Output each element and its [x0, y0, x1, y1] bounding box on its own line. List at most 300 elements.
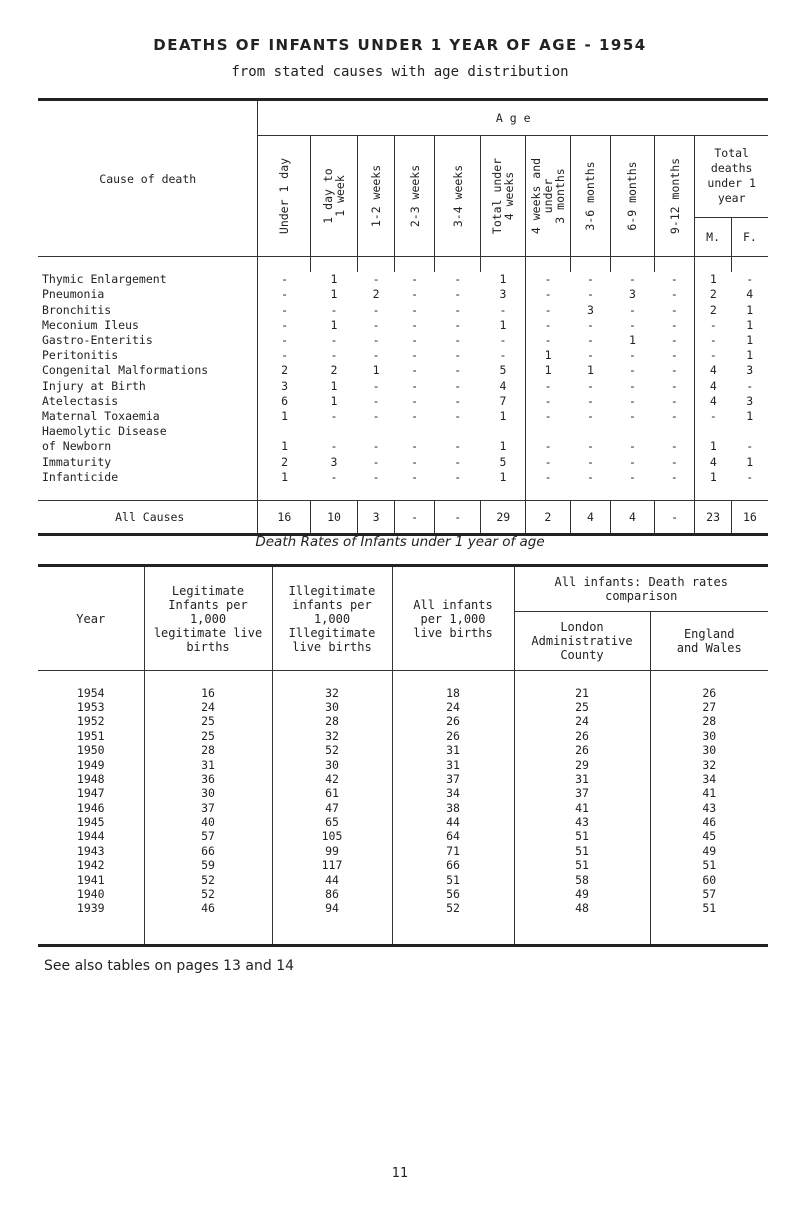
- age-column-label: Total under 4 weeks: [490, 157, 517, 235]
- value-cell: -: [372, 408, 380, 423]
- value-cell: 1954: [76, 685, 105, 700]
- value-cell: 1: [258, 470, 311, 485]
- age-column-label: 4 weeks and under 3 months: [528, 157, 567, 235]
- value-cell: 1951: [76, 728, 105, 743]
- value-cell: 36: [144, 772, 272, 786]
- cause-cell: Maternal Toxaemia: [42, 408, 160, 423]
- age-column-label: 9-12 months: [667, 157, 682, 235]
- value-cell: 7: [499, 393, 507, 408]
- value-cell: 41: [514, 801, 650, 815]
- value-cell: 16: [144, 685, 272, 699]
- value-cell: 3: [629, 287, 636, 302]
- value-cell: -: [411, 454, 419, 469]
- value-cell: 4: [695, 394, 731, 409]
- value-cell: 1: [526, 348, 571, 363]
- cause-cell: Immaturity: [42, 454, 112, 469]
- value-cell: 30: [650, 729, 768, 743]
- value-cell: -: [372, 302, 380, 317]
- value-cell: 37: [514, 786, 650, 800]
- cause-cell: Bronchitis: [42, 302, 112, 317]
- table-row: [38, 454, 768, 469]
- value-cell: 1: [330, 393, 338, 408]
- value-cell: 37: [144, 801, 272, 815]
- table-row: [38, 363, 768, 378]
- value-cell: 42: [272, 772, 392, 786]
- value-cell: 30: [272, 700, 392, 714]
- value-cell: -: [372, 393, 380, 408]
- value-cell: 1: [330, 317, 338, 332]
- table-row: [38, 303, 768, 318]
- value-cell: 26: [514, 743, 650, 757]
- value-cell: -: [526, 454, 571, 469]
- value-cell: -: [629, 439, 636, 454]
- value-cell: 1: [695, 272, 731, 287]
- value-cell: -: [454, 348, 462, 363]
- value-cell: -: [372, 454, 380, 469]
- age-column-header: [357, 136, 395, 257]
- table-row: [38, 394, 768, 409]
- total-cell: -: [434, 501, 481, 535]
- total-cell: 29: [481, 501, 526, 535]
- value-cell: 51: [514, 829, 650, 843]
- value-cell: 1: [695, 470, 731, 485]
- value-cell: 2: [258, 363, 311, 378]
- comparison-header: All infants: Death rates comparison: [514, 566, 768, 612]
- value-cell: -: [258, 272, 311, 287]
- table-row: [38, 887, 768, 901]
- value-cell: -: [258, 303, 311, 318]
- value-cell: -: [670, 393, 678, 408]
- value-cell: 1: [746, 333, 754, 348]
- value-cell: 52: [272, 743, 392, 757]
- value-cell: -: [454, 439, 462, 454]
- value-cell: -: [670, 333, 678, 348]
- table-row: [38, 700, 768, 714]
- table-row: [38, 714, 768, 728]
- year-header: Year: [38, 566, 144, 671]
- value-cell: -: [454, 454, 462, 469]
- value-cell: -: [629, 408, 636, 423]
- total-cell: 16: [258, 501, 311, 535]
- value-cell: 1943: [76, 843, 105, 858]
- total-cell: -: [395, 501, 435, 535]
- value-cell: [395, 424, 435, 439]
- value-cell: -: [411, 393, 419, 408]
- value-cell: 2: [695, 303, 731, 318]
- value-cell: 5: [499, 363, 507, 378]
- age-column-label: 3-4 weeks: [450, 164, 465, 228]
- value-cell: 28: [650, 714, 768, 728]
- page-title: DEATHS OF INFANTS UNDER 1 YEAR OF AGE - 1954: [153, 36, 647, 54]
- value-cell: -: [629, 393, 636, 408]
- value-cell: 24: [144, 700, 272, 714]
- value-cell: -: [454, 378, 462, 393]
- table-row: [38, 772, 768, 786]
- age-column-header: [258, 136, 311, 257]
- value-cell: -: [411, 408, 419, 423]
- value-cell: [434, 424, 481, 439]
- value-cell: 3: [746, 393, 754, 408]
- value-cell: -: [670, 454, 678, 469]
- value-cell: 4: [695, 454, 731, 469]
- value-cell: 34: [392, 786, 514, 800]
- value-cell: 51: [392, 872, 514, 886]
- value-cell: 46: [144, 901, 272, 915]
- value-cell: 30: [650, 743, 768, 757]
- value-cell: 65: [272, 815, 392, 829]
- age-column-label: 1 day to 1 week: [321, 168, 347, 224]
- value-cell: 94: [272, 901, 392, 915]
- value-cell: -: [526, 272, 571, 287]
- value-cell: -: [411, 348, 419, 363]
- value-cell: 32: [272, 685, 392, 699]
- value-cell: 4: [499, 378, 507, 393]
- value-cell: 1: [629, 333, 636, 348]
- value-cell: 51: [650, 858, 768, 872]
- table-row: [38, 786, 768, 800]
- cause-cell: Atelectasis: [42, 393, 119, 408]
- value-cell: -: [746, 272, 754, 287]
- table-row: [38, 409, 768, 424]
- value-cell: -: [746, 439, 754, 454]
- value-cell: 1: [499, 272, 507, 287]
- value-cell: -: [372, 348, 380, 363]
- value-cell: 1940: [76, 887, 105, 902]
- age-column-header: [311, 136, 358, 257]
- value-cell: -: [629, 348, 636, 363]
- value-cell: -: [372, 378, 380, 393]
- value-cell: -: [670, 272, 678, 287]
- value-cell: 2: [695, 287, 731, 302]
- value-cell: 4: [746, 287, 754, 302]
- value-cell: -: [670, 287, 678, 302]
- value-cell: 1: [258, 409, 311, 424]
- value-cell: -: [454, 333, 462, 348]
- value-cell: -: [746, 378, 754, 393]
- value-cell: 28: [272, 714, 392, 728]
- value-cell: -: [670, 348, 678, 363]
- total-cell: 16: [731, 501, 768, 535]
- value-cell: 48: [514, 901, 650, 915]
- value-cell: 1: [499, 408, 507, 423]
- total-cell: 2: [526, 501, 571, 535]
- value-cell: 58: [514, 872, 650, 886]
- age-column-label: 6-9 months: [625, 161, 640, 231]
- value-cell: 3: [586, 302, 594, 317]
- value-cell: 31: [392, 757, 514, 771]
- value-cell: 1: [746, 408, 754, 423]
- table-row: [38, 757, 768, 771]
- value-cell: -: [258, 318, 311, 333]
- value-cell: -: [629, 363, 636, 378]
- value-cell: -: [526, 333, 571, 348]
- value-cell: 24: [392, 700, 514, 714]
- value-cell: 43: [514, 815, 650, 829]
- value-cell: -: [695, 348, 731, 363]
- value-cell: 49: [650, 844, 768, 858]
- table-row: [38, 287, 768, 302]
- total-cell: 4: [611, 501, 655, 535]
- table-row: [38, 801, 768, 815]
- value-cell: -: [372, 272, 380, 287]
- value-cell: 26: [514, 729, 650, 743]
- value-cell: 3: [499, 287, 507, 302]
- value-cell: 4: [695, 379, 731, 394]
- value-cell: -: [454, 317, 462, 332]
- cause-cell: Injury at Birth: [42, 378, 146, 393]
- table-row: [38, 333, 768, 348]
- value-cell: 44: [392, 815, 514, 829]
- value-cell: -: [258, 287, 311, 302]
- value-cell: 1: [746, 317, 754, 332]
- causes-table: [38, 98, 768, 536]
- table-row: [38, 470, 768, 485]
- value-cell: -: [695, 333, 731, 348]
- page-subtitle: from stated causes with age distribution: [231, 64, 569, 80]
- value-cell: [570, 424, 611, 439]
- table-row: [38, 844, 768, 858]
- value-cell: -: [670, 469, 678, 484]
- value-cell: [481, 424, 526, 439]
- value-cell: 25: [514, 700, 650, 714]
- age-column-label: 2-3 weeks: [407, 164, 422, 228]
- value-cell: 28: [144, 743, 272, 757]
- value-cell: 37: [392, 772, 514, 786]
- value-cell: -: [454, 469, 462, 484]
- value-cell: -: [411, 287, 419, 302]
- value-cell: 2: [330, 363, 338, 378]
- value-cell: 51: [650, 901, 768, 915]
- value-cell: 1: [330, 378, 338, 393]
- table-row: [38, 685, 768, 699]
- age-column-header: [570, 136, 611, 257]
- value-cell: 1947: [76, 786, 105, 801]
- value-cell: 2: [372, 287, 380, 302]
- value-cell: 1: [746, 302, 754, 317]
- value-cell: -: [372, 439, 380, 454]
- value-cell: -: [629, 317, 636, 332]
- value-cell: 25: [144, 729, 272, 743]
- value-cell: 31: [514, 772, 650, 786]
- cause-cell: Meconium Ileus: [42, 317, 139, 332]
- total-row: [38, 501, 768, 535]
- value-cell: -: [258, 333, 311, 348]
- value-cell: 1942: [76, 858, 105, 873]
- total-deaths-header: Total deaths under 1 year: [695, 136, 768, 218]
- total-cell: 4: [570, 501, 611, 535]
- total-label: All Causes: [38, 501, 258, 535]
- legitimate-header: Legitimate Infants per 1,000 legitimate live births: [144, 566, 272, 671]
- age-column-header: [395, 136, 435, 257]
- value-cell: 6: [258, 394, 311, 409]
- table-row: [38, 743, 768, 757]
- age-column-header: [526, 136, 571, 257]
- value-cell: 26: [392, 714, 514, 728]
- value-cell: 66: [392, 858, 514, 872]
- value-cell: 1948: [76, 771, 105, 786]
- value-cell: 43: [650, 801, 768, 815]
- cause-cell: Thymic Enlargement: [42, 272, 167, 287]
- value-cell: 99: [272, 844, 392, 858]
- rates-caption: Death Rates of Infants under 1 year of age: [255, 534, 545, 550]
- table-row: [38, 815, 768, 829]
- value-cell: -: [372, 333, 380, 348]
- value-cell: 52: [392, 901, 514, 915]
- causes-table-body: [38, 257, 768, 535]
- value-cell: 59: [144, 858, 272, 872]
- value-cell: 1949: [76, 757, 105, 772]
- table-row: [38, 901, 768, 915]
- cause-cell: Infanticide: [42, 469, 119, 484]
- value-cell: -: [258, 348, 311, 363]
- value-cell: [731, 424, 768, 439]
- value-cell: -: [586, 469, 594, 484]
- table-row: [38, 379, 768, 394]
- value-cell: -: [454, 272, 462, 287]
- value-cell: -: [586, 272, 594, 287]
- value-cell: 1939: [76, 901, 105, 916]
- value-cell: 30: [272, 757, 392, 771]
- value-cell: 1: [526, 363, 571, 378]
- value-cell: 71: [392, 844, 514, 858]
- value-cell: -: [526, 287, 571, 302]
- value-cell: 52: [144, 872, 272, 886]
- value-cell: -: [586, 333, 594, 348]
- value-cell: 29: [514, 757, 650, 771]
- value-cell: 46: [650, 815, 768, 829]
- value-cell: 64: [392, 829, 514, 843]
- value-cell: 38: [392, 801, 514, 815]
- value-cell: -: [411, 272, 419, 287]
- value-cell: 32: [272, 729, 392, 743]
- value-cell: 1: [330, 272, 338, 287]
- value-cell: 45: [650, 829, 768, 843]
- value-cell: 25: [144, 714, 272, 728]
- value-cell: 1941: [76, 872, 105, 887]
- value-cell: -: [670, 317, 678, 332]
- rates-table: [38, 564, 768, 947]
- value-cell: 49: [514, 887, 650, 901]
- value-cell: 3: [258, 379, 311, 394]
- value-cell: 1: [499, 439, 507, 454]
- table-row: [38, 829, 768, 843]
- value-cell: -: [629, 378, 636, 393]
- age-column-header: [481, 136, 526, 257]
- value-cell: 34: [650, 772, 768, 786]
- value-cell: 1: [695, 439, 731, 454]
- value-cell: -: [526, 439, 571, 454]
- value-cell: 52: [144, 887, 272, 901]
- value-cell: 105: [272, 829, 392, 843]
- value-cell: 51: [514, 844, 650, 858]
- value-cell: -: [411, 302, 419, 317]
- value-cell: 61: [272, 786, 392, 800]
- value-cell: 5: [499, 454, 507, 469]
- value-cell: 44: [272, 872, 392, 886]
- value-cell: 1945: [76, 815, 105, 830]
- value-cell: 21: [514, 685, 650, 699]
- value-cell: 57: [650, 887, 768, 901]
- value-cell: 27: [650, 700, 768, 714]
- value-cell: -: [411, 439, 419, 454]
- value-cell: 40: [144, 815, 272, 829]
- value-cell: 1: [499, 317, 507, 332]
- value-cell: 57: [144, 829, 272, 843]
- value-cell: -: [411, 378, 419, 393]
- total-cell: -: [654, 501, 695, 535]
- value-cell: -: [746, 469, 754, 484]
- value-cell: 47: [272, 801, 392, 815]
- value-cell: 1946: [76, 800, 105, 815]
- value-cell: -: [586, 378, 594, 393]
- value-cell: -: [629, 469, 636, 484]
- value-cell: -: [411, 317, 419, 332]
- value-cell: -: [695, 318, 731, 333]
- cause-header: Cause of death: [38, 100, 258, 257]
- age-column-header: [611, 136, 655, 257]
- value-cell: 117: [272, 858, 392, 872]
- value-cell: -: [670, 363, 678, 378]
- value-cell: -: [670, 439, 678, 454]
- value-cell: 24: [514, 714, 650, 728]
- age-column-label: 3-6 months: [583, 161, 598, 231]
- female-header: F.: [731, 217, 768, 256]
- value-cell: 1: [499, 469, 507, 484]
- value-cell: 2: [258, 454, 311, 469]
- value-cell: -: [499, 348, 507, 363]
- male-header: M.: [695, 217, 731, 256]
- value-cell: -: [670, 408, 678, 423]
- value-cell: -: [372, 317, 380, 332]
- total-cell: 23: [695, 501, 731, 535]
- page-number: 11: [391, 1166, 409, 1181]
- value-cell: -: [586, 287, 594, 302]
- value-cell: -: [330, 408, 338, 423]
- value-cell: 1: [372, 363, 380, 378]
- value-cell: -: [586, 393, 594, 408]
- value-cell: -: [629, 272, 636, 287]
- table-row: [38, 318, 768, 333]
- cause-cell: Gastro-Enteritis: [42, 333, 153, 348]
- age-column-header: [434, 136, 481, 257]
- value-cell: 1944: [76, 829, 105, 844]
- london-header: London Administrative County: [514, 612, 650, 671]
- value-cell: 60: [650, 872, 768, 886]
- value-cell: -: [330, 469, 338, 484]
- value-cell: -: [454, 363, 462, 378]
- value-cell: -: [454, 302, 462, 317]
- cause-cell: of Newborn: [42, 439, 112, 454]
- value-cell: 32: [650, 757, 768, 771]
- value-cell: [258, 424, 311, 439]
- table-row: [38, 424, 768, 439]
- value-cell: 56: [392, 887, 514, 901]
- value-cell: 18: [392, 685, 514, 699]
- value-cell: 3: [330, 454, 338, 469]
- cause-cell: Peritonitis: [42, 348, 119, 363]
- value-cell: -: [411, 363, 419, 378]
- value-cell: 30: [144, 786, 272, 800]
- age-header: A g e: [258, 100, 768, 136]
- value-cell: -: [411, 469, 419, 484]
- value-cell: -: [586, 348, 594, 363]
- value-cell: -: [330, 439, 338, 454]
- table-row: [38, 348, 768, 363]
- age-column-label: Under 1 day: [277, 157, 292, 235]
- value-cell: [311, 424, 358, 439]
- value-cell: 26: [392, 729, 514, 743]
- value-cell: 86: [272, 887, 392, 901]
